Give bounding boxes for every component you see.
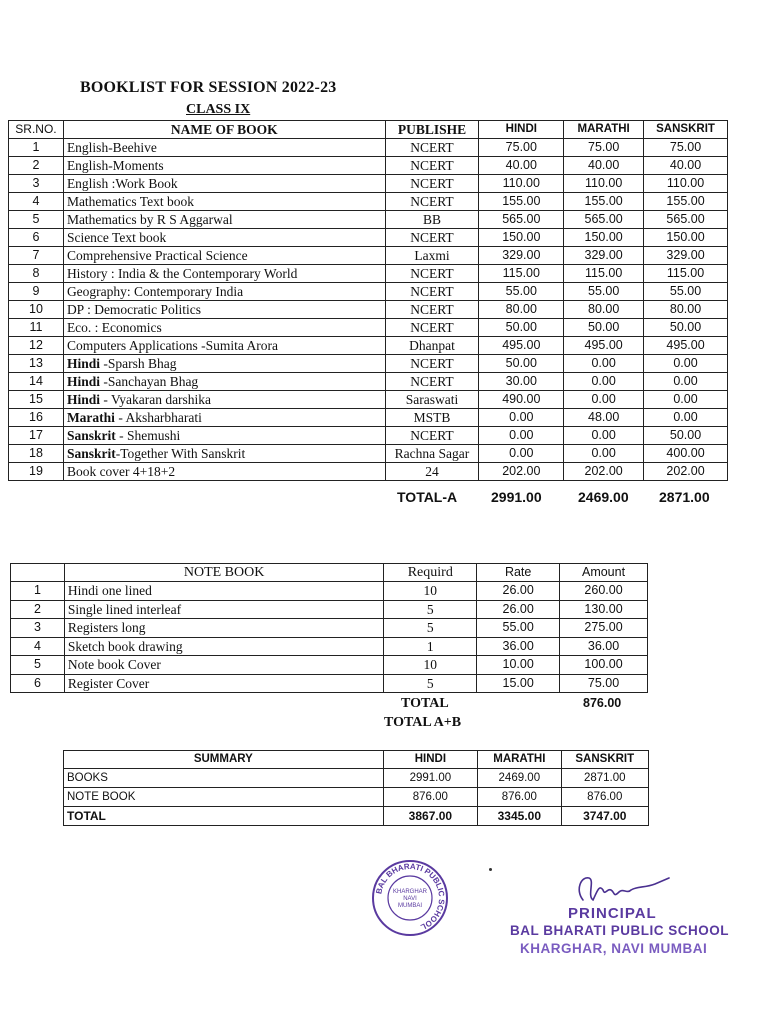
book-publisher: MSTB bbox=[385, 409, 479, 427]
book-price-hindi: 0.00 bbox=[479, 445, 564, 463]
note-srno: 6 bbox=[11, 674, 65, 693]
book-srno: 8 bbox=[9, 265, 64, 283]
note-name: Note book Cover bbox=[64, 656, 383, 675]
note-amount: 275.00 bbox=[560, 619, 648, 638]
book-row bbox=[9, 229, 728, 247]
book-title: -Sparsh Bhag bbox=[99, 356, 177, 371]
note-name: Registers long bbox=[64, 619, 383, 638]
book-price-marathi: 80.00 bbox=[564, 301, 644, 319]
summary-table-header bbox=[64, 751, 649, 769]
book-price-hindi: 329.00 bbox=[479, 247, 564, 265]
col-summary: SUMMARY bbox=[64, 751, 384, 769]
note-name: Hindi one lined bbox=[64, 582, 383, 601]
summary-sanskrit: 2871.00 bbox=[561, 769, 648, 788]
book-price-sanskrit: 565.00 bbox=[644, 211, 728, 229]
book-table-body bbox=[9, 139, 728, 481]
note-name: Sketch book drawing bbox=[64, 637, 383, 656]
book-row bbox=[9, 283, 728, 301]
book-name bbox=[63, 265, 385, 283]
book-publisher: Rachna Sagar bbox=[385, 445, 479, 463]
note-row bbox=[11, 637, 648, 656]
note-amount: 260.00 bbox=[560, 582, 648, 601]
book-publisher: Dhanpat bbox=[385, 337, 479, 355]
class-label: CLASS IX bbox=[186, 102, 251, 117]
book-price-marathi: 0.00 bbox=[564, 355, 644, 373]
book-price-marathi: 75.00 bbox=[564, 139, 644, 157]
book-price-sanskrit: 40.00 bbox=[644, 157, 728, 175]
book-publisher: NCERT bbox=[385, 193, 479, 211]
note-rate: 15.00 bbox=[477, 674, 560, 693]
book-srno: 6 bbox=[9, 229, 64, 247]
book-price-hindi: 75.00 bbox=[479, 139, 564, 157]
svg-text:KHARGHAR: KHARGHAR bbox=[392, 889, 428, 895]
note-row bbox=[11, 674, 648, 693]
book-row bbox=[9, 157, 728, 175]
col-publisher: PUBLISHE bbox=[385, 121, 479, 139]
book-price-hindi: 155.00 bbox=[479, 193, 564, 211]
book-title: Comprehensive Practical Science bbox=[66, 248, 248, 263]
book-publisher: NCERT bbox=[385, 373, 479, 391]
book-name bbox=[63, 139, 385, 157]
book-title: - Shemushi bbox=[115, 428, 181, 443]
book-price-marathi: 0.00 bbox=[564, 427, 644, 445]
col-summary-hindi: HINDI bbox=[383, 751, 477, 769]
book-price-hindi: 80.00 bbox=[479, 301, 564, 319]
book-srno: 4 bbox=[9, 193, 64, 211]
school-seal-icon bbox=[370, 858, 450, 938]
col-book-name: NAME OF BOOK bbox=[63, 121, 385, 139]
total-a-label: TOTAL-A bbox=[397, 489, 458, 505]
book-row bbox=[9, 445, 728, 463]
book-table-header bbox=[9, 121, 728, 139]
book-publisher: 24 bbox=[385, 463, 479, 481]
book-price-sanskrit: 50.00 bbox=[644, 319, 728, 337]
book-price-sanskrit: 0.00 bbox=[644, 355, 728, 373]
note-srno: 4 bbox=[11, 637, 65, 656]
book-srno: 18 bbox=[9, 445, 64, 463]
book-price-marathi: 155.00 bbox=[564, 193, 644, 211]
book-name bbox=[63, 175, 385, 193]
note-rate: 55.00 bbox=[477, 619, 560, 638]
book-name bbox=[63, 283, 385, 301]
note-table-header bbox=[11, 564, 648, 582]
book-price-sanskrit: 329.00 bbox=[644, 247, 728, 265]
book-price-sanskrit: 0.00 bbox=[644, 409, 728, 427]
book-price-sanskrit: 50.00 bbox=[644, 427, 728, 445]
summary-label: BOOKS bbox=[64, 769, 384, 788]
book-title: Mathematics Text book bbox=[66, 194, 194, 209]
book-price-marathi: 55.00 bbox=[564, 283, 644, 301]
book-price-hindi: 150.00 bbox=[479, 229, 564, 247]
book-title: DP : Democratic Politics bbox=[66, 302, 202, 317]
book-title: English :Work Book bbox=[66, 176, 178, 191]
book-srno: 17 bbox=[9, 427, 64, 445]
svg-text:NAVI: NAVI bbox=[403, 896, 417, 902]
book-name bbox=[63, 157, 385, 175]
book-row bbox=[9, 139, 728, 157]
school-name: BAL BHARATI PUBLIC SCHOOL bbox=[510, 923, 729, 938]
signature-icon bbox=[565, 870, 685, 910]
note-amount: 100.00 bbox=[560, 656, 648, 675]
book-row bbox=[9, 409, 728, 427]
page-title: BOOKLIST FOR SESSION 2022-23 bbox=[80, 79, 337, 96]
book-row bbox=[9, 265, 728, 283]
book-row bbox=[9, 193, 728, 211]
book-price-sanskrit: 0.00 bbox=[644, 391, 728, 409]
book-price-hindi: 490.00 bbox=[479, 391, 564, 409]
col-summary-marathi: MARATHI bbox=[478, 751, 561, 769]
book-price-hindi: 30.00 bbox=[479, 373, 564, 391]
book-title: -Sanchayan Bhag bbox=[99, 374, 199, 389]
note-required: 5 bbox=[384, 674, 477, 693]
book-price-marathi: 202.00 bbox=[564, 463, 644, 481]
book-price-sanskrit: 110.00 bbox=[644, 175, 728, 193]
book-name bbox=[63, 391, 385, 409]
summary-table-body bbox=[64, 769, 649, 826]
note-amount: 75.00 bbox=[560, 674, 648, 693]
book-title: Book cover 4+18+2 bbox=[66, 464, 176, 479]
summary-total-marathi: 3345.00 bbox=[478, 807, 561, 826]
book-srno: 11 bbox=[9, 319, 64, 337]
note-srno: 2 bbox=[11, 600, 65, 619]
book-price-sanskrit: 80.00 bbox=[644, 301, 728, 319]
book-name bbox=[63, 319, 385, 337]
book-publisher: NCERT bbox=[385, 427, 479, 445]
book-price-sanskrit: 0.00 bbox=[644, 373, 728, 391]
book-title: Eco. : Economics bbox=[66, 320, 162, 335]
book-publisher: NCERT bbox=[385, 229, 479, 247]
book-price-marathi: 50.00 bbox=[564, 319, 644, 337]
note-table-body bbox=[11, 582, 648, 693]
svg-text:MUMBAI: MUMBAI bbox=[398, 903, 422, 909]
note-book-table bbox=[10, 563, 648, 693]
book-price-marathi: 495.00 bbox=[564, 337, 644, 355]
summary-row bbox=[64, 769, 649, 788]
book-srno: 16 bbox=[9, 409, 64, 427]
book-title: -Together With Sanskrit bbox=[115, 446, 246, 461]
summary-total-sanskrit: 3747.00 bbox=[561, 807, 648, 826]
book-price-marathi: 40.00 bbox=[564, 157, 644, 175]
col-sanskrit: SANSKRIT bbox=[644, 121, 728, 139]
book-language-label: Sanskrit bbox=[66, 446, 116, 461]
book-price-hindi: 565.00 bbox=[479, 211, 564, 229]
book-price-hindi: 202.00 bbox=[479, 463, 564, 481]
book-price-marathi: 0.00 bbox=[564, 445, 644, 463]
book-price-marathi: 110.00 bbox=[564, 175, 644, 193]
book-price-sanskrit: 55.00 bbox=[644, 283, 728, 301]
book-publisher: NCERT bbox=[385, 355, 479, 373]
book-price-hindi: 110.00 bbox=[479, 175, 564, 193]
book-price-marathi: 329.00 bbox=[564, 247, 644, 265]
book-publisher: NCERT bbox=[385, 265, 479, 283]
note-total-amount: 876.00 bbox=[583, 696, 622, 710]
book-price-marathi: 48.00 bbox=[564, 409, 644, 427]
note-row bbox=[11, 656, 648, 675]
book-row bbox=[9, 211, 728, 229]
book-language-label: Marathi bbox=[66, 410, 115, 425]
note-required: 5 bbox=[384, 619, 477, 638]
book-srno: 9 bbox=[9, 283, 64, 301]
school-location: KHARGHAR, NAVI MUMBAI bbox=[520, 941, 708, 956]
book-price-sanskrit: 202.00 bbox=[644, 463, 728, 481]
summary-total-label: TOTAL bbox=[64, 807, 384, 826]
col-summary-sanskrit: SANSKRIT bbox=[561, 751, 648, 769]
col-note-book: NOTE BOOK bbox=[64, 564, 383, 582]
book-row bbox=[9, 355, 728, 373]
note-name: Single lined interleaf bbox=[64, 600, 383, 619]
book-title: Science Text book bbox=[66, 230, 167, 245]
book-publisher: Laxmi bbox=[385, 247, 479, 265]
summary-sanskrit: 876.00 bbox=[561, 788, 648, 807]
book-price-sanskrit: 400.00 bbox=[644, 445, 728, 463]
summary-label: NOTE BOOK bbox=[64, 788, 384, 807]
note-rate: 26.00 bbox=[477, 582, 560, 601]
book-list-table bbox=[8, 120, 728, 481]
summary-total-row bbox=[64, 807, 649, 826]
book-row bbox=[9, 247, 728, 265]
col-rate: Rate bbox=[477, 564, 560, 582]
book-price-sanskrit: 495.00 bbox=[644, 337, 728, 355]
note-required: 10 bbox=[384, 582, 477, 601]
book-name bbox=[63, 355, 385, 373]
book-price-hindi: 50.00 bbox=[479, 319, 564, 337]
book-price-hindi: 55.00 bbox=[479, 283, 564, 301]
book-language-label: Sanskrit bbox=[66, 428, 116, 443]
note-rate: 26.00 bbox=[477, 600, 560, 619]
book-price-marathi: 115.00 bbox=[564, 265, 644, 283]
note-amount: 130.00 bbox=[560, 600, 648, 619]
book-price-hindi: 495.00 bbox=[479, 337, 564, 355]
note-amount: 36.00 bbox=[560, 637, 648, 656]
book-price-marathi: 0.00 bbox=[564, 391, 644, 409]
summary-marathi: 2469.00 bbox=[478, 769, 561, 788]
book-title: English-Beehive bbox=[66, 140, 157, 155]
principal-label: PRINCIPAL bbox=[568, 905, 657, 922]
book-srno: 1 bbox=[9, 139, 64, 157]
book-row bbox=[9, 463, 728, 481]
book-name bbox=[63, 463, 385, 481]
book-language-label: Hindi bbox=[66, 356, 100, 371]
note-srno: 1 bbox=[11, 582, 65, 601]
book-price-hindi: 0.00 bbox=[479, 427, 564, 445]
summary-total-hindi: 3867.00 bbox=[383, 807, 477, 826]
book-price-hindi: 40.00 bbox=[479, 157, 564, 175]
book-publisher: NCERT bbox=[385, 319, 479, 337]
book-price-marathi: 565.00 bbox=[564, 211, 644, 229]
book-title: Computers Applications -Sumita Arora bbox=[66, 338, 279, 353]
book-row bbox=[9, 373, 728, 391]
note-rate: 36.00 bbox=[477, 637, 560, 656]
book-row bbox=[9, 319, 728, 337]
book-srno: 2 bbox=[9, 157, 64, 175]
note-srno: 3 bbox=[11, 619, 65, 638]
book-row bbox=[9, 391, 728, 409]
ink-dot bbox=[489, 868, 492, 871]
summary-table bbox=[63, 750, 649, 826]
book-row bbox=[9, 427, 728, 445]
book-name bbox=[63, 193, 385, 211]
book-srno: 7 bbox=[9, 247, 64, 265]
book-publisher: Saraswati bbox=[385, 391, 479, 409]
book-price-hindi: 115.00 bbox=[479, 265, 564, 283]
book-title: History : India & the Contemporary World bbox=[66, 266, 298, 281]
col-marathi: MARATHI bbox=[564, 121, 644, 139]
book-price-hindi: 0.00 bbox=[479, 409, 564, 427]
total-ab-label: TOTAL A+B bbox=[384, 715, 462, 730]
note-required: 5 bbox=[384, 600, 477, 619]
col-amount: Amount bbox=[560, 564, 648, 582]
book-publisher: NCERT bbox=[385, 157, 479, 175]
book-srno: 15 bbox=[9, 391, 64, 409]
book-name bbox=[63, 445, 385, 463]
col-note-srno bbox=[11, 564, 65, 582]
summary-row bbox=[64, 788, 649, 807]
book-name bbox=[63, 409, 385, 427]
note-srno: 5 bbox=[11, 656, 65, 675]
book-publisher: NCERT bbox=[385, 175, 479, 193]
book-title: - Aksharbharati bbox=[114, 410, 202, 425]
book-row bbox=[9, 175, 728, 193]
note-row bbox=[11, 619, 648, 638]
total-a-sanskrit: 2871.00 bbox=[659, 489, 710, 505]
book-name bbox=[63, 301, 385, 319]
book-row bbox=[9, 337, 728, 355]
note-row bbox=[11, 600, 648, 619]
book-name bbox=[63, 247, 385, 265]
book-publisher: BB bbox=[385, 211, 479, 229]
book-publisher: NCERT bbox=[385, 139, 479, 157]
book-language-label: Hindi bbox=[66, 374, 100, 389]
book-row bbox=[9, 301, 728, 319]
book-srno: 10 bbox=[9, 301, 64, 319]
book-price-sanskrit: 75.00 bbox=[644, 139, 728, 157]
book-title: Mathematics by R S Aggarwal bbox=[66, 212, 233, 227]
col-srno: SR.NO. bbox=[9, 121, 64, 139]
note-name: Register Cover bbox=[64, 674, 383, 693]
book-name bbox=[63, 373, 385, 391]
note-total-label: TOTAL bbox=[401, 696, 449, 711]
book-language-label: Hindi bbox=[66, 392, 100, 407]
book-srno: 3 bbox=[9, 175, 64, 193]
note-rate: 10.00 bbox=[477, 656, 560, 675]
col-required: Requird bbox=[384, 564, 477, 582]
book-name bbox=[63, 229, 385, 247]
book-price-marathi: 0.00 bbox=[564, 373, 644, 391]
summary-marathi: 876.00 bbox=[478, 788, 561, 807]
book-name bbox=[63, 337, 385, 355]
total-a-marathi: 2469.00 bbox=[578, 489, 629, 505]
book-srno: 13 bbox=[9, 355, 64, 373]
book-srno: 12 bbox=[9, 337, 64, 355]
book-publisher: NCERT bbox=[385, 283, 479, 301]
book-price-sanskrit: 115.00 bbox=[644, 265, 728, 283]
book-title: English-Moments bbox=[66, 158, 164, 173]
total-a-hindi: 2991.00 bbox=[491, 489, 542, 505]
note-required: 10 bbox=[384, 656, 477, 675]
col-hindi: HINDI bbox=[479, 121, 564, 139]
svg-text:BAL BHARATI PUBLIC SCHOOL: BAL BHARATI PUBLIC SCHOOL bbox=[374, 861, 447, 932]
note-row bbox=[11, 582, 648, 601]
book-price-sanskrit: 150.00 bbox=[644, 229, 728, 247]
book-srno: 19 bbox=[9, 463, 64, 481]
book-srno: 5 bbox=[9, 211, 64, 229]
book-price-sanskrit: 155.00 bbox=[644, 193, 728, 211]
summary-hindi: 876.00 bbox=[383, 788, 477, 807]
book-publisher: NCERT bbox=[385, 301, 479, 319]
book-price-marathi: 150.00 bbox=[564, 229, 644, 247]
book-name bbox=[63, 427, 385, 445]
book-name bbox=[63, 211, 385, 229]
summary-hindi: 2991.00 bbox=[383, 769, 477, 788]
note-required: 1 bbox=[384, 637, 477, 656]
book-srno: 14 bbox=[9, 373, 64, 391]
book-price-hindi: 50.00 bbox=[479, 355, 564, 373]
book-title: - Vyakaran darshika bbox=[99, 392, 212, 407]
book-title: Geography: Contemporary India bbox=[66, 284, 244, 299]
